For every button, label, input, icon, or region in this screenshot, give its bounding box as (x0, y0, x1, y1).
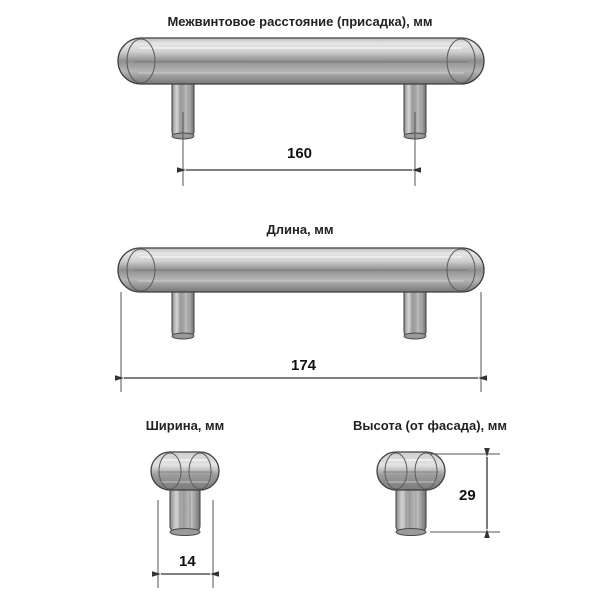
handle-bar-end (151, 452, 219, 490)
caption-width: Ширина, мм (145, 418, 225, 433)
caption-height: Высота (от фасада), мм (353, 418, 507, 433)
dimension-value-height: 29 (455, 487, 480, 504)
handle-bar-end (377, 452, 445, 490)
dimension-value-width: 14 (175, 553, 200, 570)
handle-bar (118, 38, 484, 84)
view-center-distance (118, 38, 484, 186)
view-width (151, 452, 219, 588)
dimension-value-length: 174 (287, 357, 320, 374)
caption-center-distance: Межвинтовое расстояние (присадка), мм (167, 14, 433, 29)
view-length (118, 248, 484, 392)
caption-length: Длина, мм (266, 222, 334, 237)
view-height (377, 452, 500, 536)
handle-bar (118, 248, 484, 292)
dimension-value-center-distance: 160 (283, 145, 316, 162)
